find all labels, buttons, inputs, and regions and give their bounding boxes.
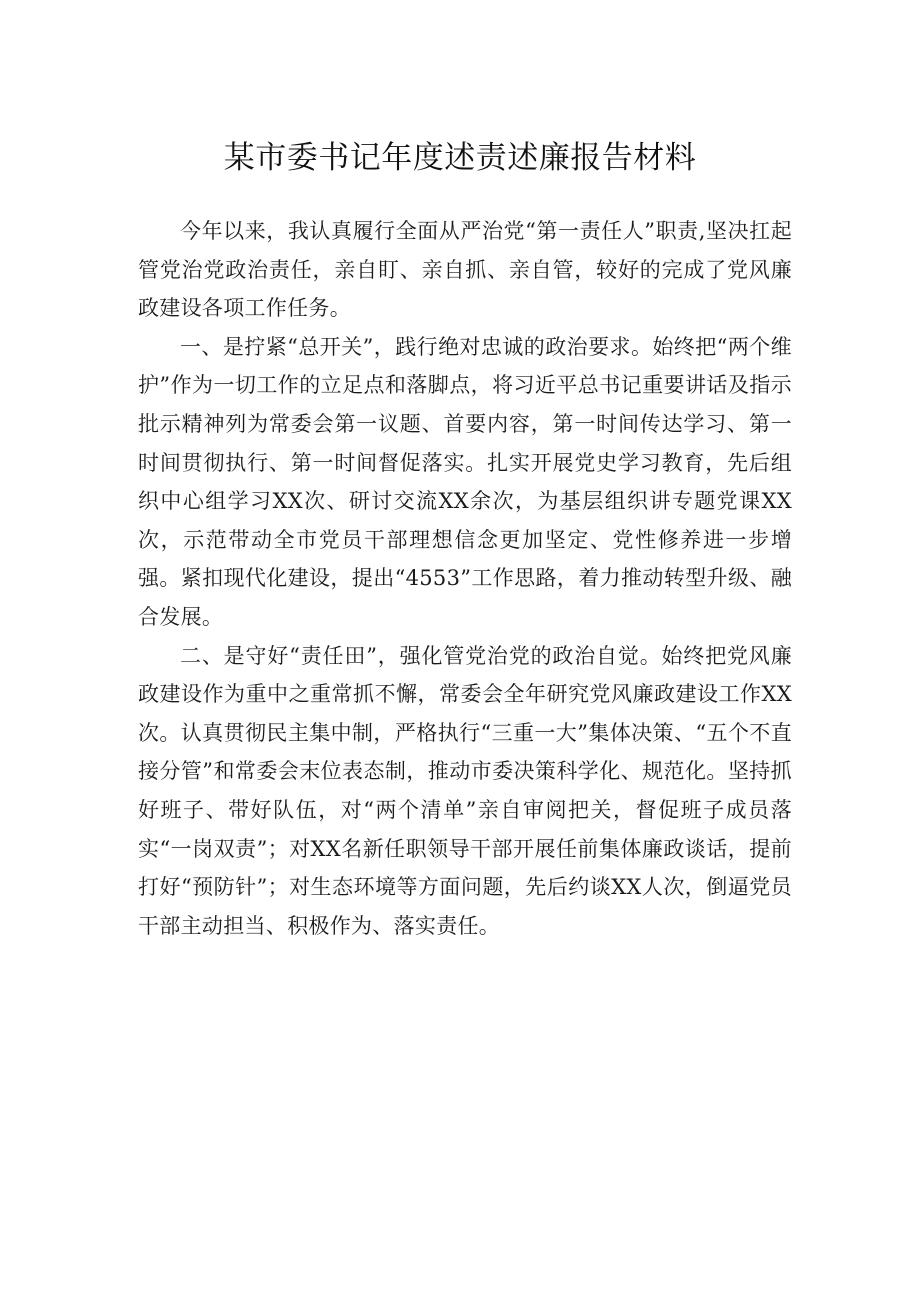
document-body [138, 212, 792, 945]
document-title: 某市委书记年度述责述廉报告材料 [223, 140, 697, 176]
paragraph-section-two: 二、是守好“责任田”，强化管党治党的政治自觉。始终把党风廉政建设作为重中之重常抓不懈，常委会全年研究党风廉政建设工作XX次。认真贯彻民主集中制，严格执行“三重一大”集体决策、“五个不直接分管”和常委会末位表态制，推动市委决策科学化、规范化。坚持抓好班子、带好队伍，对“两个清单”亲自审阅把关，督促班子成员落实“一岗双责”；对XX名新任职领导干部开展任前集体廉政谈话，提前打好“预防针”；对生态环境等方面问题，先后约谈XX人次，倒逼党员干部主动担当、积极作为、落实责任。 [138, 643, 792, 938]
paragraph-intro: 今年以来，我认真履行全面从严治党“第一责任人”职责,坚决扛起管党治党政治责任，亲自盯、亲自抓、亲自管，较好的完成了党风廉政建设各项工作任务。 [138, 219, 792, 321]
paragraph-section-one: 一、是拧紧“总开关”，践行绝对忠诚的政治要求。始终把“两个维护”作为一切工作的立足点和落脚点，将习近平总书记重要讲话及指示批示精神列为常委会第一议题、首要内容，第一时间传达学习、第一时间贯彻执行、第一时间督促落实。扎实开展党史学习教育，先后组织中心组学习XX次、研讨交流XX余次，为基层组织讲专题党课XX次，示范带动全市党员干部理想信念更加坚定、党性修养进一步增强。紧扣现代化建设，提出“4553”工作思路，着力推动转型升级、融合发展。 [138, 334, 792, 629]
